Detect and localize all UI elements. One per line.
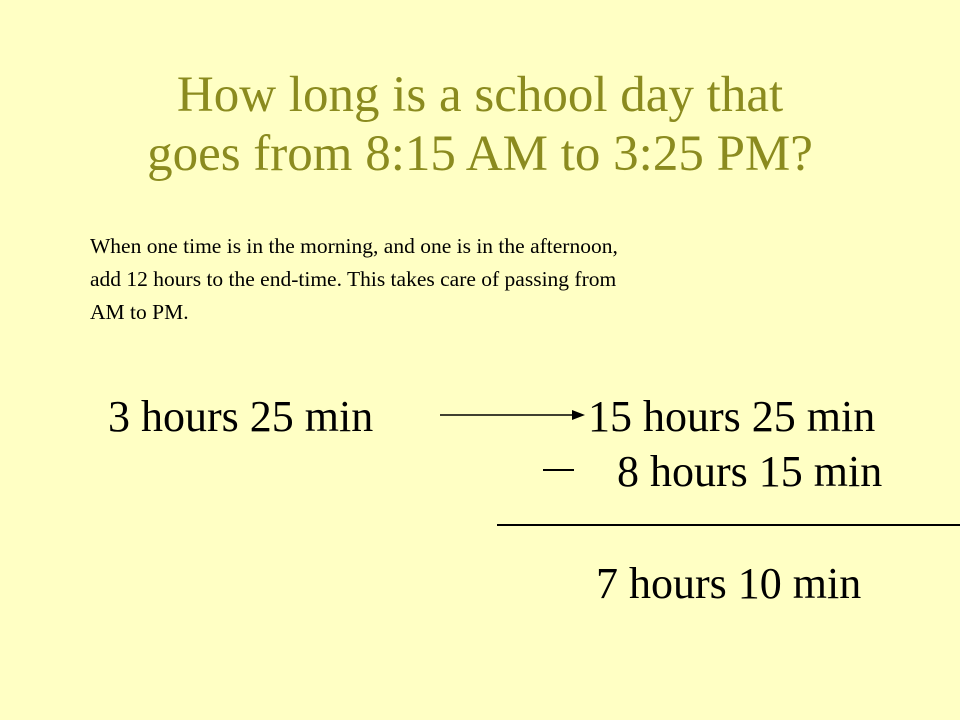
note-line-2: add 12 hours to the end-time. This takes care of passing from xyxy=(90,267,617,291)
sum-line xyxy=(497,524,960,526)
subtrahend-text: 8 hours 15 min xyxy=(617,447,883,496)
minus-sign xyxy=(543,469,574,471)
note-line-3: AM to PM. xyxy=(90,300,189,324)
title-line-1: How long is a school day that xyxy=(176,67,784,123)
instruction-note xyxy=(90,230,910,329)
note-line-1: When one time is in the morning, and one is in the afternoon, xyxy=(90,234,618,258)
title-line-2: goes from 8:15 AM to 3:25 PM? xyxy=(147,126,813,182)
arrow-right-icon xyxy=(440,405,585,425)
slide-title xyxy=(0,66,960,184)
end-time-text: 15 hours 25 min xyxy=(588,392,876,441)
start-time-text: 3 hours 25 min xyxy=(108,392,374,441)
result-text: 7 hours 10 min xyxy=(596,559,862,608)
